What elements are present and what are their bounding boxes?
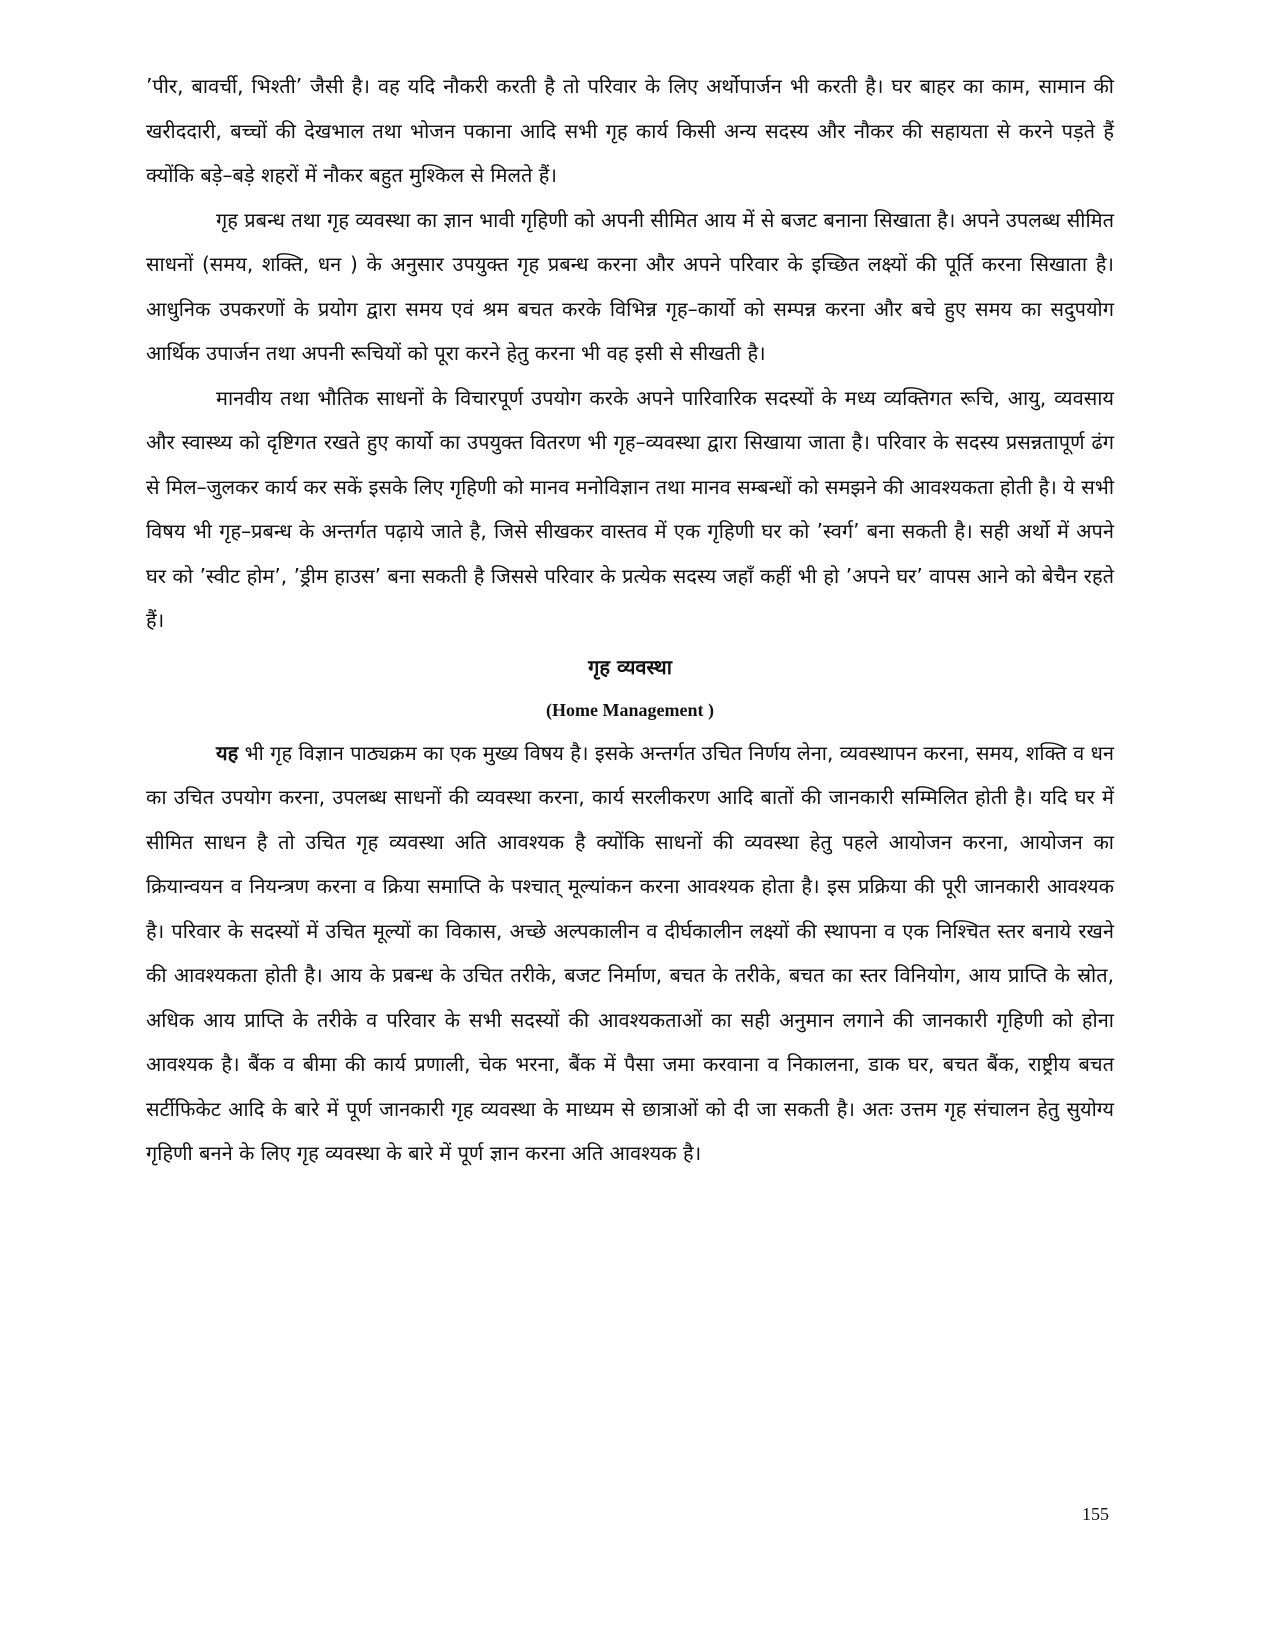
section-subheading: (Home Management ) bbox=[546, 699, 714, 720]
page-body bbox=[146, 64, 1114, 1176]
paragraph-home-management-knowledge: गृह प्रबन्ध तथा गृह व्यवस्था का ज्ञान भावी गृहिणी को अपनी सीमित आय में से बजट बनाना सिखाता है। अपने उपलब्ध सीमित साधनों (समय, शक्ति, धन ) के अनुसार उपयुक्त गृह प्रबन्ध करना और अपने परिवार के इच्छित लक्ष्यों की पूर्ति करना सिखाता है। आधुनिक उपकरणों के प्रयोग द्वारा समय एवं श्रम बचत करके विभिन्न गृह–कार्यो को सम्पन्न करना और बचे हुए समय का सदुपयोग आर्थिक उपार्जन तथा अपनी रूचियों को पूरा करने हेतु करना भी वह इसी से सीखती है। bbox=[146, 207, 1114, 365]
lead-word: यह bbox=[216, 740, 239, 765]
section-body-text: भी गृह विज्ञान पाठ्यक्रम का एक मुख्य विषय है। इसके अन्तर्गत उचित निर्णय लेना, व्यवस्थापन करना, समय, शक्ति व धन का उचित उपयोग करना, उपलब्ध साधनों की व्यवस्था करना, कार्य सरलीकरण आदि बातों की जानकारी सम्मिलित होती है। यदि घर में सीमित साधन है तो उचित गृह व्यवस्था अति आवश्यक है क्योंकि साधनों की व्यवस्था हेतु पहले आयोजन करना, आयोजन का क्रियान्वयन व नियन्त्रण करना व क्रिया समाप्ति के पश्चात् मूल्यांकन करना आवश्यक होता है। इस प्रक्रिया की पूरी जानकारी आवश्यक है। परिवार के सदस्यों में उचित मूल्यों का विकास, अच्छे अल्पकालीन व दीर्घकालीन लक्ष्यों की स्थापना व एक निश्चित स्तर बनाये रखने की आवश्यकता होती है। आय के प्रबन्ध के उचित तरीके, बजट निर्माण, बचत के तरीके, बचत का स्तर विनियोग, आय प्राप्ति के स्रोत, अधिक आय प्राप्ति के तरीके व परिवार के सभी सदस्यों की आवश्यकताओं का सही अनुमान लगाने की जानकारी गृहिणी को होना आवश्यक है। बैंक व बीमा की कार्य प्रणाली, चेक भरना, बैंक में पैसा जमा करवाना व निकालना, डाक घर, बचत बैंक, राष्ट्रीय बचत सर्टीफिकेट आदि के बारे में पूर्ण जानकारी गृह व्यवस्था के माध्यम से छात्राओं को दी जा सकती है। अतः उत्तम गृह संचालन हेतु सुयोग्य गृहिणी बनने के लिए गृह व्यवस्था के बारे में पूर्ण ज्ञान करना अति आवश्यक है। bbox=[146, 740, 1114, 1165]
page-number: 155 bbox=[1082, 1504, 1109, 1524]
paragraph-section-body bbox=[146, 731, 1114, 1176]
paragraph-resource-use: मानवीय तथा भौतिक साधनों के विचारपूर्ण उपयोग करके अपने पारिवारिक सदस्यों के मध्य व्यक्तिगत रूचि, आयु, व्यवसाय और स्वास्थ्य को दृष्टिगत रखते हुए कार्यो का उपयुक्त वितरण भी गृह–व्यवस्था द्वारा सिखाया जाता है। परिवार के सदस्य प्रसन्नतापूर्ण ढंग से मिल–जुलकर कार्य कर सकें इसके लिए गृहिणी को मानव मनोविज्ञान तथा मानव सम्बन्धों को समझने की आवश्यकता होती है। ये सभी विषय भी गृह–प्रबन्ध के अन्तर्गत पढ़ाये जाते है, जिसे सीखकर वास्तव में एक गृहिणी घर को ’स्वर्ग’ बना सकती है। सही अर्थो में अपने घर को ’स्वीट होम’, ’ड्रीम हाउस’ बना सकती है जिससे परिवार के प्रत्येक सदस्य जहाँ कहीं भी हो ’अपने घर’ वापस आने को बेचैन रहते हैं। bbox=[146, 385, 1114, 632]
paragraph-continuation: ’पीर, बावर्ची, भिश्ती’ जैसी है। वह यदि नौकरी करती है तो परिवार के लिए अर्थोपार्जन भी करती है। घर बाहर का काम, सामान की खरीददारी, बच्चों की देखभाल तथा भोजन पकाना आदि सभी गृह कार्य किसी अन्य सदस्य और नौकर की सहायता से करने पड़ते हैं क्योंकि बड़े–बड़े शहरों में नौकर बहुत मुश्किल से मिलते हैं। bbox=[146, 74, 1114, 187]
section-heading: गृह व्यवस्था bbox=[588, 654, 672, 679]
